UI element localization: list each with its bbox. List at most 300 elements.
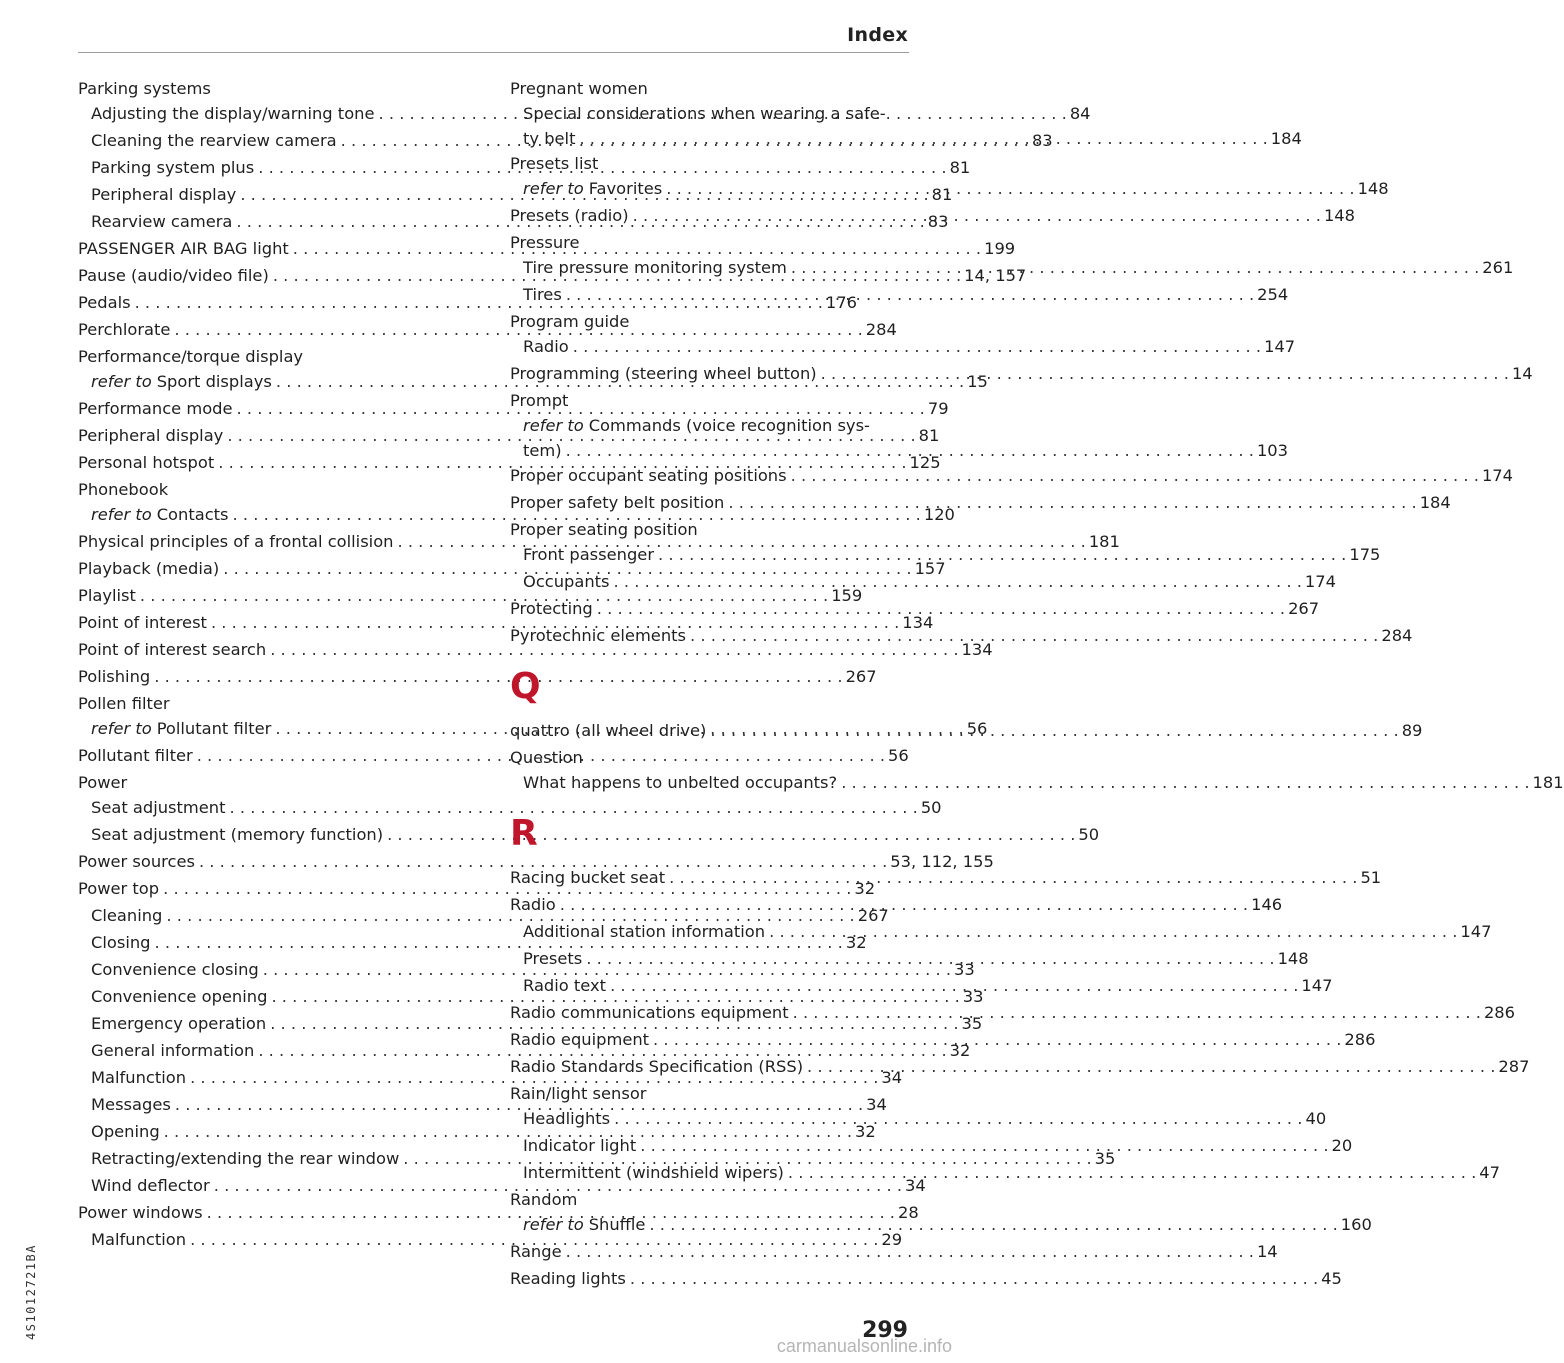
entry-label <box>510 1239 562 1264</box>
entry-text: Program guide <box>510 312 630 331</box>
entry-label <box>510 1187 577 1212</box>
entry-label <box>91 1227 186 1252</box>
entry-label <box>91 369 272 394</box>
entry-text: Random <box>510 1190 578 1209</box>
entry-text: Radio text <box>523 976 607 995</box>
index-heading <box>510 745 909 770</box>
entry-text: Convenience closing <box>91 960 259 979</box>
index-subentry <box>510 1106 1327 1131</box>
entry-label <box>523 334 569 359</box>
entry-label <box>523 919 765 944</box>
entry-text: Presets <box>523 949 583 968</box>
index-subentry <box>510 101 909 126</box>
page-reference[interactable]: 50 <box>1078 825 1100 844</box>
entry-text: quattro (all wheel drive) <box>510 721 707 740</box>
entry-text: Adjusting the display/warning tone <box>91 104 375 123</box>
page-reference[interactable]: 40 <box>1305 1109 1327 1128</box>
index-subentry <box>78 822 1100 847</box>
entry-label <box>78 236 289 261</box>
index-heading <box>510 388 909 413</box>
index-heading <box>510 517 909 542</box>
entry-text: Wind deflector <box>91 1176 210 1195</box>
leader-dots <box>645 1212 1340 1237</box>
entry-label <box>91 1173 210 1198</box>
entry-text: Polishing <box>78 667 151 686</box>
index-subentry <box>510 1133 1353 1158</box>
entry-label <box>91 984 267 1009</box>
page-reference[interactable]: 34 <box>881 1068 903 1087</box>
leader-dots <box>562 1239 1257 1264</box>
page-reference[interactable]: 181 <box>1088 532 1120 551</box>
entry-text: General information <box>91 1041 255 1060</box>
page-reference[interactable]: 147 <box>1460 922 1492 941</box>
entry-text: Special considerations when wearing a safe- <box>523 104 886 123</box>
page-reference[interactable]: 286 <box>1344 1030 1376 1049</box>
entry-label <box>510 490 724 515</box>
entry-label <box>91 128 337 153</box>
leader-dots <box>606 973 1301 998</box>
index-entry <box>78 583 863 608</box>
entry-label <box>78 583 136 608</box>
index-cross-reference <box>510 413 909 438</box>
entry-label <box>78 263 269 288</box>
entry-text: Proper occupant seating positions <box>510 466 787 485</box>
page-reference[interactable]: 134 <box>902 613 934 632</box>
refer-to-text: refer to <box>91 505 152 524</box>
leader-dots <box>662 176 1357 201</box>
entry-label <box>523 438 562 463</box>
leader-dots <box>569 334 1264 359</box>
index-entry <box>510 623 1413 648</box>
page-reference[interactable]: 89 <box>1401 721 1423 740</box>
entry-label <box>510 1000 789 1025</box>
index-entry <box>510 892 1283 917</box>
leader-dots <box>636 1133 1331 1158</box>
page-reference[interactable]: 32 <box>854 879 876 898</box>
entry-text: Occupants <box>523 572 610 591</box>
entry-label <box>91 795 226 820</box>
page-reference[interactable]: 174 <box>1304 572 1336 591</box>
leader-dots <box>562 282 1257 307</box>
leader-dots <box>789 1000 1484 1025</box>
entry-text: What happens to unbelted occupants? <box>523 773 838 792</box>
leader-dots <box>610 569 1305 594</box>
index-subentry <box>510 542 1381 567</box>
entry-label <box>78 610 207 635</box>
entry-label <box>523 1160 784 1185</box>
page-reference[interactable]: 45 <box>1321 1269 1342 1288</box>
entry-text: Intermittent (windshield wipers) <box>523 1163 784 1182</box>
refer-to-text: refer to <box>91 372 152 391</box>
index-subentry <box>510 770 1564 795</box>
entry-label <box>510 745 583 770</box>
entry-label <box>91 716 271 741</box>
entry-label <box>91 1038 254 1063</box>
entry-label <box>78 664 150 689</box>
leader-dots <box>665 865 1360 890</box>
entry-label <box>78 290 131 315</box>
entry-label <box>523 946 582 971</box>
leader-dots <box>562 438 1257 463</box>
leader-dots <box>556 892 1251 917</box>
page-reference[interactable]: 267 <box>845 667 877 686</box>
entry-text: Commands (voice recognition sys- <box>588 416 870 435</box>
entry-label <box>523 1133 636 1158</box>
entry-label <box>523 176 662 201</box>
entry-text: Pregnant women <box>510 79 648 98</box>
entry-text: Physical principles of a frontal collision <box>78 532 394 551</box>
entry-label <box>91 1092 171 1117</box>
entry-text: tem) <box>523 441 562 460</box>
leader-dots <box>649 1027 1344 1052</box>
entry-label <box>523 255 787 280</box>
page-reference[interactable]: 287 <box>1498 1057 1530 1076</box>
index-entry <box>510 1266 1342 1291</box>
entry-text: Performance mode <box>78 399 233 418</box>
page-reference[interactable]: 81 <box>931 185 953 204</box>
entry-label <box>91 822 383 847</box>
entry-label <box>78 344 303 369</box>
entry-text: Rain/light sensor <box>510 1084 647 1103</box>
page-reference[interactable]: 14 <box>1511 364 1533 383</box>
entry-text: Convenience opening <box>91 987 268 1006</box>
page-reference[interactable]: 284 <box>865 320 897 339</box>
page-reference[interactable]: 56 <box>966 719 988 738</box>
entry-label <box>510 203 629 228</box>
index-entry <box>78 556 946 581</box>
leader-dots <box>787 463 1482 488</box>
entry-text: Emergency operation <box>91 1014 267 1033</box>
page-reference[interactable]: 184 <box>1270 129 1302 148</box>
entry-label <box>510 309 629 334</box>
refer-to-text: refer to <box>523 179 584 198</box>
index-subentry <box>78 1173 926 1198</box>
page-reference[interactable]: 35 <box>1094 1149 1116 1168</box>
entry-text: Messages <box>91 1095 171 1114</box>
document-code: 4S1012721BA <box>24 1244 38 1340</box>
entry-text: Tires <box>523 285 562 304</box>
index-entry <box>510 596 1320 621</box>
page-reference[interactable]: 32 <box>949 1041 971 1060</box>
page-reference[interactable]: 148 <box>1323 206 1356 225</box>
entry-text: Pedals <box>78 293 131 312</box>
entry-label <box>91 182 236 207</box>
leader-dots <box>784 1160 1479 1185</box>
index-heading <box>78 76 476 101</box>
entry-label <box>510 76 648 101</box>
page-reference[interactable]: 20 <box>1331 1136 1353 1155</box>
entry-label <box>510 463 787 488</box>
page-reference[interactable]: 28 <box>897 1203 919 1222</box>
leader-dots <box>765 919 1460 944</box>
entry-text: Personal hotspot <box>78 453 215 472</box>
entry-text: Perchlorate <box>78 320 171 339</box>
entry-label <box>523 413 870 438</box>
leader-dots <box>582 946 1277 971</box>
entry-text: Indicator light <box>523 1136 637 1155</box>
entry-label <box>78 849 195 874</box>
entry-text: Malfunction <box>91 1230 187 1249</box>
entry-label <box>523 973 606 998</box>
refer-to-text: refer to <box>523 1215 584 1234</box>
page-reference[interactable]: 148 <box>1277 949 1309 968</box>
page-reference[interactable]: 159 <box>831 586 863 605</box>
entry-text: Pollutant filter <box>78 746 193 765</box>
index-heading <box>510 1081 909 1106</box>
entry-text: Range <box>510 1242 562 1261</box>
entry-text: Proper safety belt position <box>510 493 725 512</box>
entry-text: Retracting/extending the rear window <box>91 1149 400 1168</box>
entry-label <box>91 1119 160 1144</box>
index-heading <box>78 477 476 502</box>
entry-label <box>91 1146 399 1171</box>
entry-label <box>78 743 193 768</box>
entry-text: Radio Standards Specification (RSS) <box>510 1057 804 1076</box>
index-subentry <box>510 1160 1500 1185</box>
entry-text: Rearview camera <box>91 212 233 231</box>
entry-text: Phonebook <box>78 480 169 499</box>
page-reference[interactable]: 79 <box>927 399 949 418</box>
entry-text: PASSENGER AIR BAG light <box>78 239 289 258</box>
entry-label <box>78 477 168 502</box>
page-reference[interactable]: 175 <box>1349 545 1381 564</box>
page-reference[interactable]: 254 <box>1257 285 1289 304</box>
entry-label <box>510 230 580 255</box>
entry-label <box>78 450 214 475</box>
page-reference[interactable]: 83 <box>927 212 949 231</box>
page-reference[interactable]: 56 <box>888 746 909 765</box>
page-reference[interactable]: 147 <box>1301 976 1333 995</box>
entry-label <box>510 1266 626 1291</box>
entry-text: Parking system plus <box>91 158 255 177</box>
entry-label <box>78 770 127 795</box>
page-reference[interactable]: 157 <box>914 559 946 578</box>
page-reference[interactable]: 15 <box>967 372 988 391</box>
entry-label <box>510 1054 803 1079</box>
entry-label <box>523 569 610 594</box>
entry-text: Cleaning the rearview camera <box>91 131 337 150</box>
page-reference[interactable]: 50 <box>920 798 942 817</box>
index-heading <box>510 151 909 176</box>
letter-heading: Q <box>510 666 541 707</box>
entry-label <box>510 623 686 648</box>
index-subentry <box>510 919 1492 944</box>
entry-label <box>510 151 598 176</box>
entry-text: Point of interest <box>78 613 207 632</box>
entry-label <box>91 930 151 955</box>
entry-text: Protecting <box>510 599 593 618</box>
page-reference[interactable]: 134 <box>961 640 993 659</box>
entry-label <box>510 1027 649 1052</box>
refer-to-text: refer to <box>91 719 152 738</box>
watermark: carmanualsonline.info <box>776 1336 952 1356</box>
entry-text: Point of interest search <box>78 640 267 659</box>
entry-text: Radio equipment <box>510 1030 650 1049</box>
page-reference[interactable]: 267 <box>1288 599 1320 618</box>
entry-text: Closing <box>91 933 151 952</box>
page-reference[interactable]: 199 <box>984 239 1016 258</box>
entry-text: Pyrotechnic elements <box>510 626 687 645</box>
entry-text: Headlights <box>523 1109 611 1128</box>
entry-text: Presets list <box>510 154 599 173</box>
entry-text: Reading lights <box>510 1269 626 1288</box>
leader-dots <box>837 770 1532 795</box>
entry-text: ty belt <box>523 129 576 148</box>
entry-text: Power windows <box>78 1203 203 1222</box>
entry-text: Radio communications equipment <box>510 1003 789 1022</box>
page-reference[interactable]: 286 <box>1483 1003 1516 1022</box>
page-reference[interactable]: 176 <box>825 293 857 312</box>
entry-label <box>78 76 211 101</box>
page-reference[interactable]: 14, 157 <box>964 266 1027 285</box>
page-reference[interactable]: 53, 112, 155 <box>890 852 994 871</box>
entry-text: Radio <box>523 337 569 356</box>
page-reference[interactable]: 103 <box>1256 441 1289 460</box>
page-reference[interactable]: 284 <box>1381 626 1413 645</box>
entry-text: Tire pressure monitoring system <box>523 258 787 277</box>
entry-label <box>91 155 254 180</box>
page-reference[interactable]: 47 <box>1479 1163 1500 1182</box>
page-reference[interactable]: 267 <box>857 906 889 925</box>
index-subentry <box>510 569 1336 594</box>
page-reference[interactable]: 83 <box>1031 131 1053 150</box>
index-entry <box>78 610 934 635</box>
page-reference[interactable]: 14 <box>1256 1242 1278 1261</box>
page-reference[interactable]: 184 <box>1419 493 1451 512</box>
index-heading <box>510 230 909 255</box>
leader-dots <box>626 1266 1321 1291</box>
page-reference[interactable]: 81 <box>918 426 940 445</box>
page-reference[interactable]: 147 <box>1264 337 1296 356</box>
entry-text: Proper seating position <box>510 520 698 539</box>
page-reference[interactable]: 148 <box>1357 179 1389 198</box>
leader-dots <box>610 1106 1305 1131</box>
page-reference[interactable]: 146 <box>1251 895 1283 914</box>
entry-label <box>78 396 233 421</box>
entry-text: Question <box>510 748 583 767</box>
entry-label <box>78 691 170 716</box>
index-subentry <box>78 795 942 820</box>
entry-text: Performance/torque display <box>78 347 304 366</box>
entry-label <box>510 517 698 542</box>
leader-dots <box>593 596 1288 621</box>
entry-text: Front passenger <box>523 545 655 564</box>
index-heading <box>78 770 476 795</box>
entry-text: Seat adjustment <box>91 798 226 817</box>
entry-label <box>91 502 229 527</box>
leader-dots <box>629 203 1324 228</box>
entry-label <box>523 770 837 795</box>
index-entry <box>510 463 1514 488</box>
index-entry <box>510 865 1382 890</box>
leader-dots <box>686 623 1381 648</box>
entry-text: Seat adjustment (memory function) <box>91 825 384 844</box>
leader-dots <box>706 718 1401 743</box>
entry-text: Favorites <box>588 179 663 198</box>
entry-text: Pressure <box>510 233 580 252</box>
entry-label <box>523 1106 610 1131</box>
leader-dots <box>654 542 1349 567</box>
entry-label <box>523 1212 645 1237</box>
page-reference[interactable]: 35 <box>961 1014 983 1033</box>
entry-label <box>78 637 266 662</box>
index-entry <box>78 849 994 874</box>
page-reference[interactable]: 160 <box>1340 1215 1372 1234</box>
header-divider <box>78 52 909 53</box>
page-reference[interactable]: 261 <box>1482 258 1514 277</box>
leader-dots <box>787 255 1482 280</box>
page-reference[interactable]: 125 <box>909 453 941 472</box>
entry-label <box>91 1011 266 1036</box>
page-reference[interactable]: 29 <box>881 1230 903 1249</box>
entry-label <box>510 1081 646 1106</box>
entry-text: Peripheral display <box>78 426 224 445</box>
index-heading <box>78 344 476 369</box>
index-heading <box>78 691 476 716</box>
entry-text: Playback (media) <box>78 559 220 578</box>
index-entry <box>510 1239 1278 1264</box>
entry-text: Presets (radio) <box>510 206 629 225</box>
entry-label <box>78 556 219 581</box>
entry-text: Contacts <box>156 505 229 524</box>
entry-text: Racing bucket seat <box>510 868 666 887</box>
page-reference[interactable]: 33 <box>962 987 984 1006</box>
index-heading <box>510 309 909 334</box>
page-reference[interactable]: 34 <box>905 1176 926 1195</box>
index-heading <box>510 1187 909 1212</box>
entry-label <box>510 596 593 621</box>
entry-text: Peripheral display <box>91 185 237 204</box>
entry-text: Pollutant filter <box>156 719 272 738</box>
entry-label <box>523 282 562 307</box>
leader-dots <box>575 126 1270 151</box>
entry-label <box>91 209 232 234</box>
entry-label <box>91 1065 186 1090</box>
entry-text: Sport displays <box>156 372 272 391</box>
page-reference[interactable]: 84 <box>1069 104 1091 123</box>
letter-heading: R <box>510 813 538 854</box>
page-reference[interactable]: 81 <box>949 158 971 177</box>
index-heading <box>510 76 909 101</box>
page-reference[interactable]: 32 <box>845 933 867 952</box>
entry-text: Pause (audio/video file) <box>78 266 269 285</box>
page-reference[interactable]: 32 <box>855 1122 876 1141</box>
entry-text: Playlist <box>78 586 136 605</box>
leader-dots <box>724 490 1419 515</box>
entry-text: Power sources <box>78 852 195 871</box>
page-reference[interactable]: 181 <box>1532 773 1564 792</box>
entry-label <box>91 903 162 928</box>
entry-label <box>510 388 568 413</box>
page-reference[interactable]: 34 <box>866 1095 887 1114</box>
entry-label <box>78 317 170 342</box>
page-reference[interactable]: 120 <box>923 505 955 524</box>
entry-label <box>510 892 556 917</box>
page-reference[interactable]: 51 <box>1360 868 1382 887</box>
page-reference[interactable]: 174 <box>1481 466 1514 485</box>
page-reference[interactable]: 33 <box>954 960 975 979</box>
entry-text: Shuffle <box>588 1215 646 1234</box>
entry-text: Opening <box>91 1122 160 1141</box>
page-number: 299 <box>862 1318 908 1343</box>
entry-text: Prompt <box>510 391 569 410</box>
header-title: Index <box>847 24 908 46</box>
entry-label <box>78 876 159 901</box>
entry-label <box>91 957 259 982</box>
leader-dots <box>817 361 1512 386</box>
index-subentry <box>78 1146 1116 1171</box>
index-entry <box>78 637 993 662</box>
